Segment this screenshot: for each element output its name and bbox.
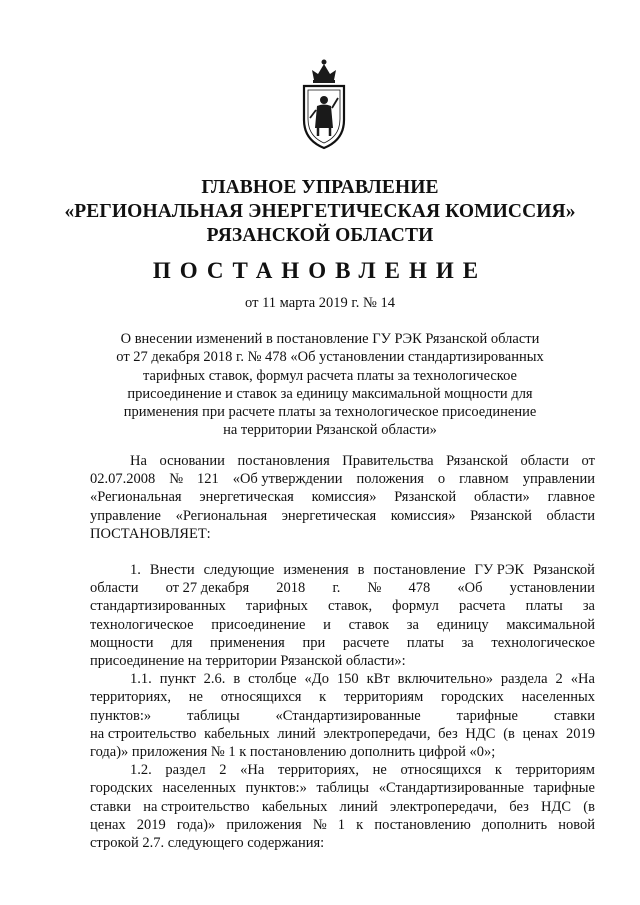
word: новой	[558, 816, 595, 833]
word: населенных	[521, 689, 595, 706]
word: расчета	[458, 598, 506, 615]
coat-of-arms-emblem	[296, 58, 352, 152]
word: применения	[210, 634, 285, 651]
word: 150	[336, 671, 359, 688]
word: столбце	[248, 671, 297, 688]
word: территориям	[343, 689, 424, 706]
word: территориях,	[90, 689, 171, 706]
word: территориях,	[278, 762, 359, 779]
word: ценах	[522, 725, 559, 742]
basis-line	[90, 470, 595, 488]
word: населенных	[162, 780, 236, 797]
word: мощности	[90, 634, 154, 651]
word: городских	[441, 689, 504, 706]
word: формул	[392, 598, 439, 615]
subject-line: присоединение и ставок за единицу максимальной мощности для	[127, 385, 533, 402]
word: пункт	[159, 671, 196, 688]
word: НДС	[541, 798, 572, 815]
word: за	[582, 598, 595, 615]
word: пунктов:»	[245, 780, 307, 797]
word: НДС	[465, 725, 496, 742]
word: к	[356, 816, 364, 833]
word: платы	[525, 598, 563, 615]
word: расчете	[342, 634, 390, 651]
word: Правительства	[342, 453, 434, 469]
word: на строительство	[90, 725, 197, 742]
word: постановления	[237, 453, 330, 469]
word: территориям	[515, 762, 595, 779]
word: главном	[459, 471, 509, 488]
word: 1	[337, 816, 346, 833]
word: в	[357, 562, 365, 578]
word: 2.6.	[203, 671, 226, 688]
word: линий	[339, 798, 378, 815]
word: за	[461, 634, 474, 651]
basis-line	[90, 507, 595, 525]
word: пунктов:»	[90, 707, 152, 724]
word: 2018	[276, 580, 306, 597]
word: не	[372, 762, 387, 779]
word: г.	[332, 580, 341, 597]
item-1-1-line	[90, 670, 595, 688]
word: Рязанской	[470, 507, 532, 524]
word: кабельных	[204, 725, 270, 742]
word: и	[323, 616, 331, 633]
word: на строительство	[143, 798, 250, 815]
word: кВт	[366, 671, 390, 688]
word: На	[130, 453, 147, 469]
item-1-line	[90, 597, 595, 615]
item-1-1-line	[90, 688, 595, 706]
word: относящихся	[220, 689, 302, 706]
document-date-number: от 11 марта 2019 г. № 14	[245, 295, 395, 311]
word: главное	[547, 489, 595, 506]
word: Рязанской	[394, 489, 457, 506]
basis-line	[90, 488, 595, 506]
word: не	[188, 689, 203, 706]
word: комиссия»	[390, 507, 456, 524]
word: «На	[570, 671, 595, 688]
word: управление	[90, 507, 161, 524]
word: единицу	[436, 616, 489, 633]
word: в	[233, 671, 241, 688]
word: Рязанской	[533, 562, 595, 578]
word: №	[367, 580, 382, 597]
word: от	[581, 453, 595, 469]
basis-paragraph	[90, 452, 595, 543]
word: «Об	[457, 580, 483, 597]
word: тарифных	[245, 598, 308, 615]
word: присоединение	[211, 616, 306, 633]
item-1-1-line	[90, 725, 595, 743]
word: стандартизированных	[90, 598, 226, 615]
word: ставок,	[328, 598, 373, 615]
word: 1.2.	[130, 762, 152, 779]
word: области»	[474, 489, 530, 506]
word: 2	[219, 762, 227, 779]
word: включительно»	[397, 671, 493, 688]
item-1-2-line	[90, 816, 595, 834]
word: ГУ РЭК	[474, 562, 525, 578]
word: 478	[408, 580, 431, 597]
word: для	[171, 634, 193, 651]
item-1-1-line: года)» приложения № 1 к постановлению дополнить цифрой «0»;	[90, 744, 496, 761]
word: 2019	[565, 725, 595, 742]
word: 1.1.	[130, 671, 152, 688]
word: таблицы	[187, 707, 240, 724]
word: электропередачи,	[323, 725, 431, 742]
word: 1.	[130, 562, 141, 578]
word: «Стандартизированные	[275, 707, 421, 724]
org-name-line-1: ГЛАВНОЕ УПРАВЛЕНИЕ	[201, 177, 439, 198]
word: основании	[159, 453, 225, 469]
word: Внести	[149, 562, 195, 578]
word: ставки	[90, 798, 132, 815]
word: 121	[197, 471, 219, 488]
word: городских	[90, 780, 153, 797]
word: таблицы	[316, 780, 370, 797]
word: технологическое	[90, 616, 194, 633]
word: технологическое	[491, 634, 595, 651]
subject-line: от 27 декабря 2018 г. № 478 «Об установлении стандартизированных	[116, 349, 544, 366]
word: 2	[555, 671, 563, 688]
word: тарифные	[533, 780, 595, 797]
subject-line: на территории Рязанской области»	[223, 422, 437, 439]
word: области	[546, 507, 595, 524]
word: электропередачи,	[389, 798, 498, 815]
word: без	[509, 798, 529, 815]
word: года)»	[176, 816, 216, 833]
document-subject	[100, 330, 560, 440]
org-name-line-2: «РЕГИОНАЛЬНАЯ ЭНЕРГЕТИЧЕСКАЯ КОМИССИЯ»	[64, 201, 576, 222]
word: «На	[240, 762, 265, 779]
item-1-2-line	[90, 798, 595, 816]
word: постановлению	[374, 816, 471, 833]
word: установлении	[509, 580, 595, 597]
item-1-line	[90, 579, 595, 597]
word: раздел	[165, 762, 206, 779]
item-1-paragraph	[90, 561, 595, 852]
item-1-line	[90, 634, 595, 652]
org-name-line-3: РЯЗАНСКОЙ ОБЛАСТИ	[206, 225, 434, 246]
word: от 27 декабря	[165, 580, 250, 597]
word: «До	[304, 671, 329, 688]
item-1-2-line: строкой 2.7. следующего содержания:	[90, 835, 325, 852]
word: тарифные	[456, 707, 518, 724]
resolves-keyword: ПОСТАНОВЛЯЕТ:	[90, 525, 211, 542]
item-1-1-line	[90, 707, 595, 725]
item-1-line: присоединение на территории Рязанской области»:	[90, 653, 406, 670]
word: постановление	[373, 562, 466, 578]
word: при	[302, 634, 326, 651]
subject-line: тарифных ставок, формул расчета платы за технологическое	[143, 367, 517, 384]
word: изменения	[283, 562, 349, 578]
word: №	[312, 816, 327, 833]
word: приложения	[226, 816, 302, 833]
word: управлении	[522, 471, 595, 488]
word: о	[437, 471, 446, 488]
word: дополнить	[481, 816, 548, 833]
word: максимальной	[506, 616, 595, 633]
word: (в	[583, 798, 595, 815]
word: №	[169, 471, 184, 488]
word: за	[406, 616, 419, 633]
item-1-line	[90, 616, 595, 634]
word: кабельных	[261, 798, 328, 815]
item-1-line	[90, 561, 595, 579]
document-type-title: ПОСТАНОВЛЕНИЕ	[152, 258, 488, 283]
basis-line	[90, 452, 595, 470]
word: «Стандартизированные	[378, 780, 524, 797]
word: (в	[503, 725, 515, 742]
word: следующие	[203, 562, 275, 578]
item-1-2-line	[90, 779, 595, 797]
word: комиссия»	[311, 489, 377, 506]
word: ставок	[348, 616, 390, 633]
word: 02.07.2008	[90, 471, 156, 488]
word: к	[319, 689, 327, 706]
item-1-2-line	[90, 761, 595, 779]
word: «Региональная	[175, 507, 268, 524]
word: «Региональная	[90, 489, 182, 506]
word: без	[438, 725, 458, 742]
word: области	[520, 453, 569, 469]
word: области	[90, 580, 139, 597]
word: энергетическая	[281, 507, 377, 524]
subject-line: применения при расчете платы за технологическое присоединение	[123, 404, 537, 421]
word: «Об утверждении	[232, 471, 343, 488]
subject-line: О внесении изменений в постановление ГУ РЭК Рязанской области	[120, 331, 540, 347]
word: ценах	[90, 816, 126, 833]
word: ставки	[553, 707, 595, 724]
word: относящихся	[400, 762, 482, 779]
word: к	[494, 762, 502, 779]
word: энергетическая	[199, 489, 294, 506]
word: Рязанской	[446, 453, 508, 469]
word: 2019	[136, 816, 166, 833]
word: положения	[356, 471, 424, 488]
word: платы	[406, 634, 444, 651]
word: раздела	[500, 671, 548, 688]
word: линий	[277, 725, 316, 742]
